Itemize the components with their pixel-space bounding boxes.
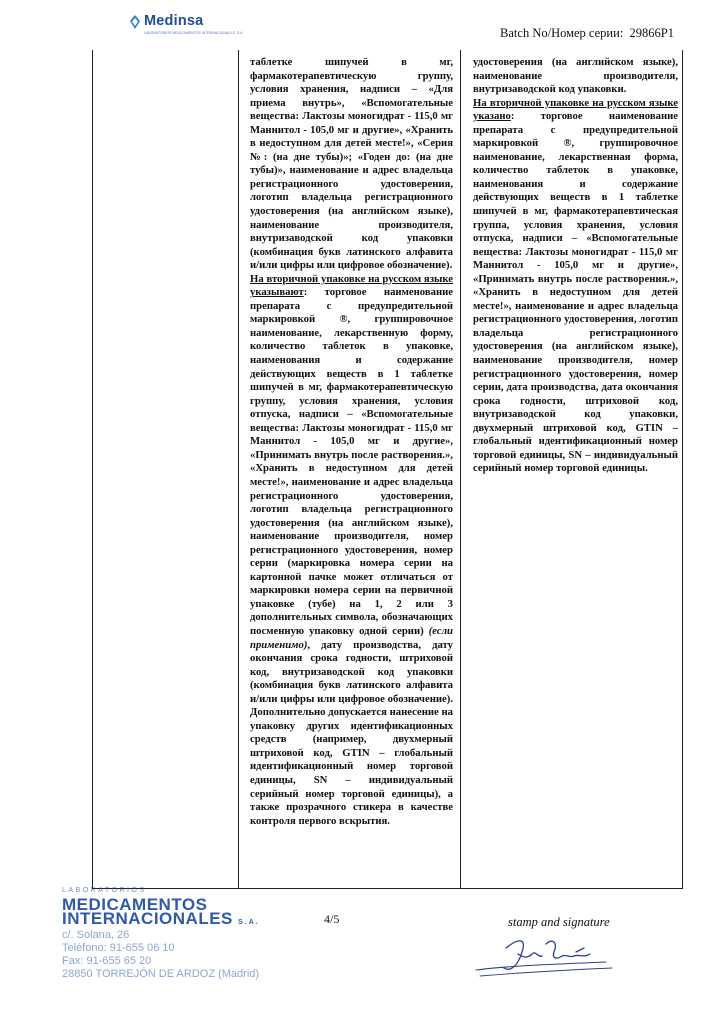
left-paragraph-2-part-a: : торговое наименование препарата с предупредительной маркировкой ®, группировочное наименование, лекарственную форму, количество таблеток в упаковке, наименования и содержание действующих веществ в 1 таблетке шипучей в мг, фармакотерапевтическую группу, условия хранения, условия отпуска, надписи – «Вспомогательные вещества: Лактозы моногидрат - 115,0 мг Маннитол - 105,0 мг и другие», «Принимать внутрь после растворения.», «Хранить в недоступном для детей месте!», наименование и адрес владельца регистрационного удостоверения, логотип владельца регистрационного удостоверения (на английском языке), наименование производителя, номер регистрационного удостоверения, номер серии (маркировка номера серии на картонной пачке может отличаться от маркировки номера серии на первичной упаковке (тубе) на 1, 2 или 3 дополнительных символа, обозначающих посменную упаковку одной серии) xyxy=(250,286,453,637)
stamp-suffix: S.A. xyxy=(238,919,260,926)
stamp-phone: Teléfono: 91-655 06 10 xyxy=(62,942,175,954)
batch-number xyxy=(500,26,674,41)
left-paragraph-2-part-b: , дату производства, дату окончания срока годности, штриховой код, внутризаводской код упаковки (комбинация букв латинского алфавита и/или цифры или цифровое обозначение). Дополнительно допускается нанесение на упаковку других идентификационных средств (например, двухмерный штриховой код, GTIN – глобальный идентификационный номер торговой единицы, SN – индивидуальный серийный номер торговой единицы), а также прозрачного стикера в качестве контроля первого вскрытия. xyxy=(250,638,453,827)
stamp-fax: Fax: 91-655 65 20 xyxy=(62,955,152,967)
right-paragraph-2-part-a: : торговое наименование препарата с предупредительной маркировкой ®, группировочное наименование, лекарственная форма, количество таблеток в упаковке, наименования и содержание действующих веществ в 1 таблетке шипучей в мг, фармакотерапевтическая группа, условия хранения, условия отпуска, надписи – «Вспомогательные вещества: Лактозы моногидрат - 115,0 мг Маннитол - 105,0 мг и другие», «Принимать внутрь после растворения.», «Хранить в недоступном для детей месте!», наименование и адрес владельца регистрационного удостоверения, логотип владельца регистрационного удостоверения (на английском языке), наименование производителя, номер регистрационного удостоверения, номер серии, дата производства, дата окончания срока годности, штриховой код, внутризаводской код упаковки, двухмерный штриховой код, GTIN – глобальный идентификационный номер торговой единицы, SN – индивидуальный серийный номер торговой единицы. xyxy=(473,110,678,475)
page-number: 4/5 xyxy=(324,912,340,926)
stamp-line-2: MEDICAMENTOS xyxy=(62,895,208,914)
document-table xyxy=(92,50,683,889)
laboratory-stamp xyxy=(62,887,292,987)
signature xyxy=(466,928,616,988)
left-underlined-heading: На вторичной упаковке на русском языке указывают xyxy=(250,272,453,299)
left-column-text xyxy=(250,56,453,828)
right-underlined-heading: На вторичной упаковке на русском языке указано xyxy=(473,96,678,123)
batch-label: Batch No/Номер серии: xyxy=(500,26,624,40)
stamp-and-signature-label: stamp and signature xyxy=(508,915,610,929)
left-paragraph-1: таблетке шипучей в мг, фармакотерапевтическую группу, условия хранения, надписи – «Для приема внутрь», «Вспомогательные вещества: Лактозы моногидрат - 115,0 мг Маннитол - 105,0 мг и другие», «Хранить в недоступном для детей месте!», «Серия №: (на дне тубы)»; «Годен до: (на дне тубы)», наименование и адрес владельца регистрационного удостоверения, логотип владельца регистрационного удостоверения (на английском языке), наименование производителя, внутризаводской код упаковки (комбинация букв латинского алфавита и/или цифры или цифровое обозначение). xyxy=(250,56,453,272)
stamp-line-3-text: INTERNACIONALES xyxy=(62,909,233,928)
stamp-line-3 xyxy=(62,909,260,929)
stamp-address: c/. Solana, 26 xyxy=(62,929,130,941)
table-border-right xyxy=(682,50,683,889)
right-column-text xyxy=(473,56,678,476)
table-divider-1 xyxy=(238,50,239,889)
logo-text: Medinsa xyxy=(144,13,204,29)
right-paragraph-2 xyxy=(473,97,678,476)
stamp-line-1: LABORATORIOS xyxy=(62,887,147,894)
right-paragraph-1: удостоверения (на английском языке), наименование производителя, внутризаводской код упаковки. xyxy=(473,56,678,96)
logo-tagline: LABORATORIOS MEDICAMENTOS INTERNACIONALES, S.A. xyxy=(144,31,244,35)
batch-value: 29866P1 xyxy=(629,26,674,40)
left-italic-note: (если применимо) xyxy=(250,624,454,651)
medinsa-logo xyxy=(128,12,278,40)
stamp-city: 28850 TORREJÓN DE ARDOZ (Madrid) xyxy=(62,968,260,980)
medinsa-logo-mark-icon xyxy=(128,14,142,30)
table-divider-2 xyxy=(460,50,461,889)
left-paragraph-2 xyxy=(250,273,453,828)
table-border-left xyxy=(92,50,93,889)
